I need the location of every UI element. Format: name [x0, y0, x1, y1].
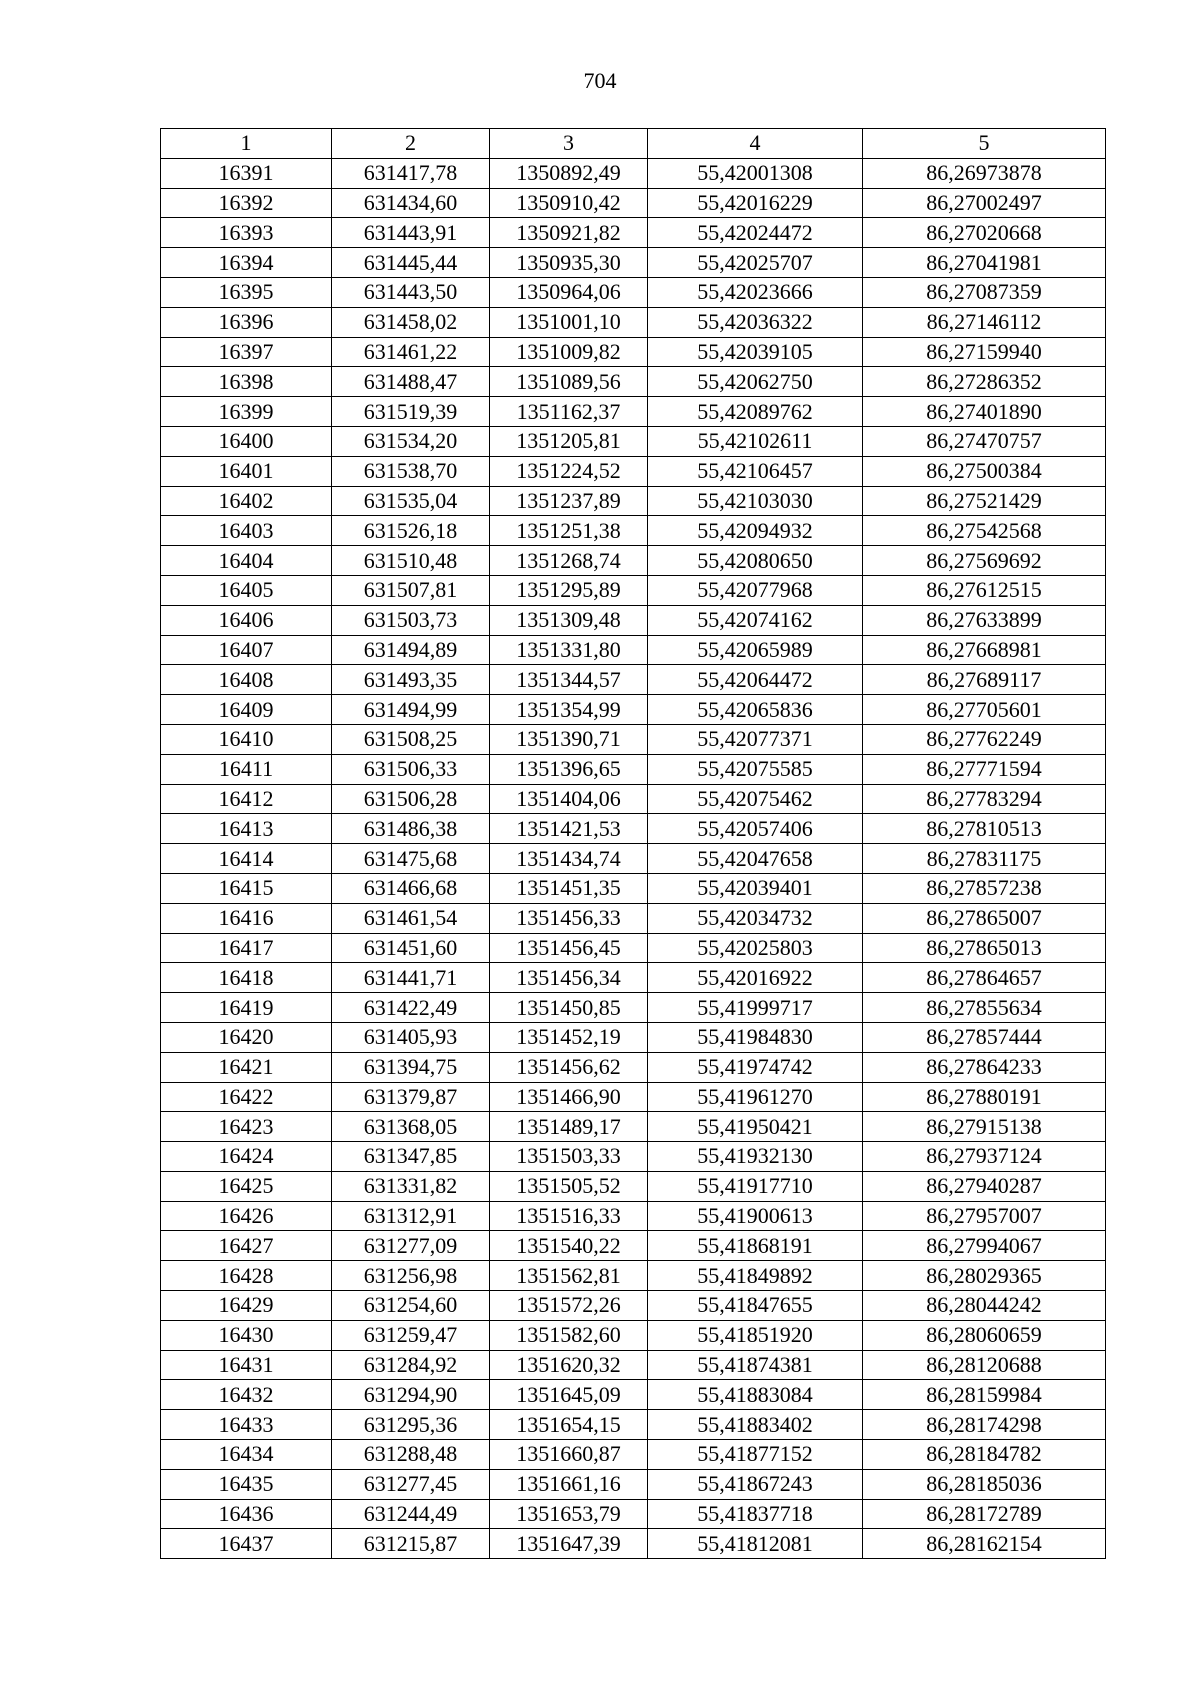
- x-coordinate-cell: 631256,98: [332, 1261, 490, 1291]
- point-number-cell: 16403: [161, 516, 332, 546]
- x-coordinate-cell: 631451,60: [332, 933, 490, 963]
- longitude-cell: 86,27020668: [863, 218, 1106, 248]
- longitude-cell: 86,27542568: [863, 516, 1106, 546]
- longitude-cell: 86,27401890: [863, 397, 1106, 427]
- table-row: [161, 367, 1106, 397]
- latitude-cell: 55,41851920: [648, 1320, 863, 1350]
- longitude-cell: 86,27864657: [863, 963, 1106, 993]
- longitude-cell: 86,27002497: [863, 188, 1106, 218]
- y-coordinate-cell: 1351456,33: [490, 903, 648, 933]
- x-coordinate-cell: 631445,44: [332, 248, 490, 278]
- y-coordinate-cell: 1351224,52: [490, 456, 648, 486]
- latitude-cell: 55,42023666: [648, 277, 863, 307]
- longitude-cell: 86,27940287: [863, 1171, 1106, 1201]
- longitude-cell: 86,28120688: [863, 1350, 1106, 1380]
- latitude-cell: 55,41900613: [648, 1201, 863, 1231]
- longitude-cell: 86,28174298: [863, 1410, 1106, 1440]
- y-coordinate-cell: 1350921,82: [490, 218, 648, 248]
- point-number-cell: 16402: [161, 486, 332, 516]
- latitude-cell: 55,42065836: [648, 695, 863, 725]
- latitude-cell: 55,41950421: [648, 1112, 863, 1142]
- y-coordinate-cell: 1351451,35: [490, 873, 648, 903]
- y-coordinate-cell: 1351516,33: [490, 1201, 648, 1231]
- latitude-cell: 55,41984830: [648, 1022, 863, 1052]
- latitude-cell: 55,41812081: [648, 1529, 863, 1559]
- y-coordinate-cell: 1351404,06: [490, 784, 648, 814]
- longitude-cell: 86,28172789: [863, 1499, 1106, 1529]
- x-coordinate-cell: 631368,05: [332, 1112, 490, 1142]
- point-number-cell: 16417: [161, 933, 332, 963]
- latitude-cell: 55,42036322: [648, 307, 863, 337]
- table-row: [161, 1022, 1106, 1052]
- table-row: [161, 337, 1106, 367]
- longitude-cell: 86,28060659: [863, 1320, 1106, 1350]
- latitude-cell: 55,42080650: [648, 546, 863, 576]
- longitude-cell: 86,27689117: [863, 665, 1106, 695]
- y-coordinate-cell: 1351661,16: [490, 1469, 648, 1499]
- x-coordinate-cell: 631507,81: [332, 575, 490, 605]
- table-row: [161, 695, 1106, 725]
- longitude-cell: 86,27087359: [863, 277, 1106, 307]
- column-header-1: 1: [161, 129, 332, 159]
- latitude-cell: 55,42062750: [648, 367, 863, 397]
- point-number-cell: 16394: [161, 248, 332, 278]
- latitude-cell: 55,41883084: [648, 1380, 863, 1410]
- y-coordinate-cell: 1351162,37: [490, 397, 648, 427]
- x-coordinate-cell: 631215,87: [332, 1529, 490, 1559]
- point-number-cell: 16432: [161, 1380, 332, 1410]
- longitude-cell: 86,27569692: [863, 546, 1106, 576]
- longitude-cell: 86,28184782: [863, 1440, 1106, 1470]
- x-coordinate-cell: 631508,25: [332, 724, 490, 754]
- table-row: [161, 873, 1106, 903]
- x-coordinate-cell: 631277,09: [332, 1231, 490, 1261]
- latitude-cell: 55,41883402: [648, 1410, 863, 1440]
- column-header-3: 3: [490, 129, 648, 159]
- latitude-cell: 55,41932130: [648, 1142, 863, 1172]
- table-row: [161, 1469, 1106, 1499]
- x-coordinate-cell: 631510,48: [332, 546, 490, 576]
- latitude-cell: 55,42047658: [648, 844, 863, 874]
- table-row: [161, 1082, 1106, 1112]
- latitude-cell: 55,42039401: [648, 873, 863, 903]
- y-coordinate-cell: 1351089,56: [490, 367, 648, 397]
- point-number-cell: 16425: [161, 1171, 332, 1201]
- y-coordinate-cell: 1351434,74: [490, 844, 648, 874]
- longitude-cell: 86,27705601: [863, 695, 1106, 725]
- x-coordinate-cell: 631434,60: [332, 188, 490, 218]
- table-row: [161, 188, 1106, 218]
- x-coordinate-cell: 631312,91: [332, 1201, 490, 1231]
- y-coordinate-cell: 1351645,09: [490, 1380, 648, 1410]
- y-coordinate-cell: 1351653,79: [490, 1499, 648, 1529]
- longitude-cell: 86,27771594: [863, 754, 1106, 784]
- y-coordinate-cell: 1351456,34: [490, 963, 648, 993]
- y-coordinate-cell: 1351456,45: [490, 933, 648, 963]
- latitude-cell: 55,41999717: [648, 993, 863, 1023]
- point-number-cell: 16426: [161, 1201, 332, 1231]
- y-coordinate-cell: 1351489,17: [490, 1112, 648, 1142]
- x-coordinate-cell: 631538,70: [332, 456, 490, 486]
- x-coordinate-cell: 631347,85: [332, 1142, 490, 1172]
- point-number-cell: 16399: [161, 397, 332, 427]
- y-coordinate-cell: 1351582,60: [490, 1320, 648, 1350]
- table-row: [161, 933, 1106, 963]
- y-coordinate-cell: 1351505,52: [490, 1171, 648, 1201]
- point-number-cell: 16405: [161, 575, 332, 605]
- x-coordinate-cell: 631506,33: [332, 754, 490, 784]
- y-coordinate-cell: 1351009,82: [490, 337, 648, 367]
- y-coordinate-cell: 1351572,26: [490, 1291, 648, 1321]
- point-number-cell: 16407: [161, 635, 332, 665]
- longitude-cell: 86,27286352: [863, 367, 1106, 397]
- longitude-cell: 86,27957007: [863, 1201, 1106, 1231]
- longitude-cell: 86,27865007: [863, 903, 1106, 933]
- point-number-cell: 16406: [161, 605, 332, 635]
- longitude-cell: 86,28159984: [863, 1380, 1106, 1410]
- latitude-cell: 55,42103030: [648, 486, 863, 516]
- table-row: [161, 844, 1106, 874]
- point-number-cell: 16421: [161, 1052, 332, 1082]
- latitude-cell: 55,42077968: [648, 575, 863, 605]
- point-number-cell: 16408: [161, 665, 332, 695]
- table-row: [161, 1261, 1106, 1291]
- latitude-cell: 55,41847655: [648, 1291, 863, 1321]
- x-coordinate-cell: 631526,18: [332, 516, 490, 546]
- table-header: [161, 129, 1106, 159]
- y-coordinate-cell: 1351660,87: [490, 1440, 648, 1470]
- x-coordinate-cell: 631519,39: [332, 397, 490, 427]
- y-coordinate-cell: 1351309,48: [490, 605, 648, 635]
- x-coordinate-cell: 631441,71: [332, 963, 490, 993]
- latitude-cell: 55,41961270: [648, 1082, 863, 1112]
- table-row: [161, 1171, 1106, 1201]
- latitude-cell: 55,42039105: [648, 337, 863, 367]
- latitude-cell: 55,41917710: [648, 1171, 863, 1201]
- x-coordinate-cell: 631277,45: [332, 1469, 490, 1499]
- longitude-cell: 86,27521429: [863, 486, 1106, 516]
- point-number-cell: 16404: [161, 546, 332, 576]
- latitude-cell: 55,42075585: [648, 754, 863, 784]
- column-header-2: 2: [332, 129, 490, 159]
- y-coordinate-cell: 1351466,90: [490, 1082, 648, 1112]
- x-coordinate-cell: 631379,87: [332, 1082, 490, 1112]
- table-row: [161, 1142, 1106, 1172]
- y-coordinate-cell: 1351647,39: [490, 1529, 648, 1559]
- x-coordinate-cell: 631458,02: [332, 307, 490, 337]
- table-row: [161, 1440, 1106, 1470]
- table-row: [161, 277, 1106, 307]
- point-number-cell: 16430: [161, 1320, 332, 1350]
- x-coordinate-cell: 631494,99: [332, 695, 490, 725]
- table-row: [161, 248, 1106, 278]
- point-number-cell: 16393: [161, 218, 332, 248]
- x-coordinate-cell: 631244,49: [332, 1499, 490, 1529]
- longitude-cell: 86,27865013: [863, 933, 1106, 963]
- longitude-cell: 86,28162154: [863, 1529, 1106, 1559]
- table-row: [161, 1052, 1106, 1082]
- x-coordinate-cell: 631294,90: [332, 1380, 490, 1410]
- y-coordinate-cell: 1351654,15: [490, 1410, 648, 1440]
- y-coordinate-cell: 1351562,81: [490, 1261, 648, 1291]
- latitude-cell: 55,42016922: [648, 963, 863, 993]
- point-number-cell: 16411: [161, 754, 332, 784]
- x-coordinate-cell: 631466,68: [332, 873, 490, 903]
- longitude-cell: 86,27041981: [863, 248, 1106, 278]
- latitude-cell: 55,42034732: [648, 903, 863, 933]
- longitude-cell: 86,27783294: [863, 784, 1106, 814]
- column-header-5: 5: [863, 129, 1106, 159]
- x-coordinate-cell: 631534,20: [332, 426, 490, 456]
- x-coordinate-cell: 631461,54: [332, 903, 490, 933]
- longitude-cell: 86,27668981: [863, 635, 1106, 665]
- point-number-cell: 16412: [161, 784, 332, 814]
- longitude-cell: 86,27831175: [863, 844, 1106, 874]
- y-coordinate-cell: 1351450,85: [490, 993, 648, 1023]
- longitude-cell: 86,27880191: [863, 1082, 1106, 1112]
- y-coordinate-cell: 1351295,89: [490, 575, 648, 605]
- x-coordinate-cell: 631461,22: [332, 337, 490, 367]
- table-row: [161, 903, 1106, 933]
- point-number-cell: 16423: [161, 1112, 332, 1142]
- x-coordinate-cell: 631331,82: [332, 1171, 490, 1201]
- y-coordinate-cell: 1351452,19: [490, 1022, 648, 1052]
- y-coordinate-cell: 1351396,65: [490, 754, 648, 784]
- table-row: [161, 456, 1106, 486]
- point-number-cell: 16391: [161, 158, 332, 188]
- longitude-cell: 86,28029365: [863, 1261, 1106, 1291]
- x-coordinate-cell: 631254,60: [332, 1291, 490, 1321]
- header-row: [161, 129, 1106, 159]
- table-row: [161, 1410, 1106, 1440]
- x-coordinate-cell: 631284,92: [332, 1350, 490, 1380]
- longitude-cell: 86,27762249: [863, 724, 1106, 754]
- point-number-cell: 16398: [161, 367, 332, 397]
- longitude-cell: 86,27146112: [863, 307, 1106, 337]
- latitude-cell: 55,41974742: [648, 1052, 863, 1082]
- latitude-cell: 55,42025803: [648, 933, 863, 963]
- latitude-cell: 55,42075462: [648, 784, 863, 814]
- longitude-cell: 86,27937124: [863, 1142, 1106, 1172]
- longitude-cell: 86,27633899: [863, 605, 1106, 635]
- point-number-cell: 16433: [161, 1410, 332, 1440]
- longitude-cell: 86,27612515: [863, 575, 1106, 605]
- point-number-cell: 16429: [161, 1291, 332, 1321]
- y-coordinate-cell: 1351268,74: [490, 546, 648, 576]
- point-number-cell: 16419: [161, 993, 332, 1023]
- y-coordinate-cell: 1350935,30: [490, 248, 648, 278]
- point-number-cell: 16422: [161, 1082, 332, 1112]
- table-row: [161, 486, 1106, 516]
- latitude-cell: 55,42065989: [648, 635, 863, 665]
- y-coordinate-cell: 1351390,71: [490, 724, 648, 754]
- y-coordinate-cell: 1351251,38: [490, 516, 648, 546]
- point-number-cell: 16434: [161, 1440, 332, 1470]
- y-coordinate-cell: 1351344,57: [490, 665, 648, 695]
- table-row: [161, 605, 1106, 635]
- y-coordinate-cell: 1351421,53: [490, 814, 648, 844]
- y-coordinate-cell: 1351001,10: [490, 307, 648, 337]
- latitude-cell: 55,42064472: [648, 665, 863, 695]
- longitude-cell: 86,27470757: [863, 426, 1106, 456]
- latitude-cell: 55,42024472: [648, 218, 863, 248]
- latitude-cell: 55,42025707: [648, 248, 863, 278]
- table-row: [161, 1320, 1106, 1350]
- point-number-cell: 16427: [161, 1231, 332, 1261]
- point-number-cell: 16410: [161, 724, 332, 754]
- point-number-cell: 16396: [161, 307, 332, 337]
- column-header-4: 4: [648, 129, 863, 159]
- table-row: [161, 1350, 1106, 1380]
- latitude-cell: 55,42016229: [648, 188, 863, 218]
- latitude-cell: 55,42074162: [648, 605, 863, 635]
- table-body: [161, 158, 1106, 1558]
- longitude-cell: 86,27810513: [863, 814, 1106, 844]
- table-row: [161, 724, 1106, 754]
- x-coordinate-cell: 631475,68: [332, 844, 490, 874]
- x-coordinate-cell: 631259,47: [332, 1320, 490, 1350]
- longitude-cell: 86,26973878: [863, 158, 1106, 188]
- point-number-cell: 16418: [161, 963, 332, 993]
- x-coordinate-cell: 631288,48: [332, 1440, 490, 1470]
- table-row: [161, 516, 1106, 546]
- page-number: 704: [583, 68, 617, 93]
- y-coordinate-cell: 1351503,33: [490, 1142, 648, 1172]
- x-coordinate-cell: 631503,73: [332, 605, 490, 635]
- point-number-cell: 16414: [161, 844, 332, 874]
- table-row: [161, 158, 1106, 188]
- longitude-cell: 86,28044242: [863, 1291, 1106, 1321]
- table-row: [161, 1231, 1106, 1261]
- x-coordinate-cell: 631506,28: [332, 784, 490, 814]
- table-row: [161, 575, 1106, 605]
- latitude-cell: 55,42102611: [648, 426, 863, 456]
- latitude-cell: 55,42106457: [648, 456, 863, 486]
- point-number-cell: 16400: [161, 426, 332, 456]
- longitude-cell: 86,27915138: [863, 1112, 1106, 1142]
- x-coordinate-cell: 631295,36: [332, 1410, 490, 1440]
- x-coordinate-cell: 631422,49: [332, 993, 490, 1023]
- coordinates-table: [160, 128, 1106, 1559]
- table-row: [161, 1291, 1106, 1321]
- point-number-cell: 16409: [161, 695, 332, 725]
- y-coordinate-cell: 1351620,32: [490, 1350, 648, 1380]
- point-number-cell: 16420: [161, 1022, 332, 1052]
- x-coordinate-cell: 631443,50: [332, 277, 490, 307]
- x-coordinate-cell: 631535,04: [332, 486, 490, 516]
- table-row: [161, 1380, 1106, 1410]
- point-number-cell: 16415: [161, 873, 332, 903]
- point-number-cell: 16428: [161, 1261, 332, 1291]
- point-number-cell: 16401: [161, 456, 332, 486]
- y-coordinate-cell: 1351237,89: [490, 486, 648, 516]
- point-number-cell: 16437: [161, 1529, 332, 1559]
- x-coordinate-cell: 631417,78: [332, 158, 490, 188]
- table-row: [161, 1112, 1106, 1142]
- latitude-cell: 55,42077371: [648, 724, 863, 754]
- x-coordinate-cell: 631494,89: [332, 635, 490, 665]
- x-coordinate-cell: 631405,93: [332, 1022, 490, 1052]
- table-row: [161, 814, 1106, 844]
- y-coordinate-cell: 1351540,22: [490, 1231, 648, 1261]
- x-coordinate-cell: 631488,47: [332, 367, 490, 397]
- latitude-cell: 55,41837718: [648, 1499, 863, 1529]
- point-number-cell: 16397: [161, 337, 332, 367]
- latitude-cell: 55,42001308: [648, 158, 863, 188]
- latitude-cell: 55,42089762: [648, 397, 863, 427]
- table-row: [161, 218, 1106, 248]
- latitude-cell: 55,41874381: [648, 1350, 863, 1380]
- longitude-cell: 86,27855634: [863, 993, 1106, 1023]
- longitude-cell: 86,27857444: [863, 1022, 1106, 1052]
- point-number-cell: 16395: [161, 277, 332, 307]
- table-row: [161, 635, 1106, 665]
- table-row: [161, 784, 1106, 814]
- longitude-cell: 86,27500384: [863, 456, 1106, 486]
- x-coordinate-cell: 631443,91: [332, 218, 490, 248]
- x-coordinate-cell: 631493,35: [332, 665, 490, 695]
- y-coordinate-cell: 1351456,62: [490, 1052, 648, 1082]
- table-row: [161, 665, 1106, 695]
- y-coordinate-cell: 1350892,49: [490, 158, 648, 188]
- y-coordinate-cell: 1350964,06: [490, 277, 648, 307]
- x-coordinate-cell: 631486,38: [332, 814, 490, 844]
- point-number-cell: 16435: [161, 1469, 332, 1499]
- point-number-cell: 16416: [161, 903, 332, 933]
- latitude-cell: 55,41868191: [648, 1231, 863, 1261]
- y-coordinate-cell: 1350910,42: [490, 188, 648, 218]
- table-row: [161, 397, 1106, 427]
- longitude-cell: 86,27857238: [863, 873, 1106, 903]
- table-row: [161, 1201, 1106, 1231]
- point-number-cell: 16392: [161, 188, 332, 218]
- x-coordinate-cell: 631394,75: [332, 1052, 490, 1082]
- point-number-cell: 16424: [161, 1142, 332, 1172]
- y-coordinate-cell: 1351331,80: [490, 635, 648, 665]
- table-row: [161, 546, 1106, 576]
- table-row: [161, 307, 1106, 337]
- longitude-cell: 86,27994067: [863, 1231, 1106, 1261]
- table-row: [161, 1529, 1106, 1559]
- point-number-cell: 16436: [161, 1499, 332, 1529]
- latitude-cell: 55,42057406: [648, 814, 863, 844]
- latitude-cell: 55,41877152: [648, 1440, 863, 1470]
- longitude-cell: 86,27864233: [863, 1052, 1106, 1082]
- point-number-cell: 16431: [161, 1350, 332, 1380]
- table-row: [161, 993, 1106, 1023]
- latitude-cell: 55,41867243: [648, 1469, 863, 1499]
- latitude-cell: 55,42094932: [648, 516, 863, 546]
- y-coordinate-cell: 1351205,81: [490, 426, 648, 456]
- longitude-cell: 86,27159940: [863, 337, 1106, 367]
- longitude-cell: 86,28185036: [863, 1469, 1106, 1499]
- table-row: [161, 963, 1106, 993]
- latitude-cell: 55,41849892: [648, 1261, 863, 1291]
- table-row: [161, 1499, 1106, 1529]
- point-number-cell: 16413: [161, 814, 332, 844]
- table-row: [161, 426, 1106, 456]
- y-coordinate-cell: 1351354,99: [490, 695, 648, 725]
- table-row: [161, 754, 1106, 784]
